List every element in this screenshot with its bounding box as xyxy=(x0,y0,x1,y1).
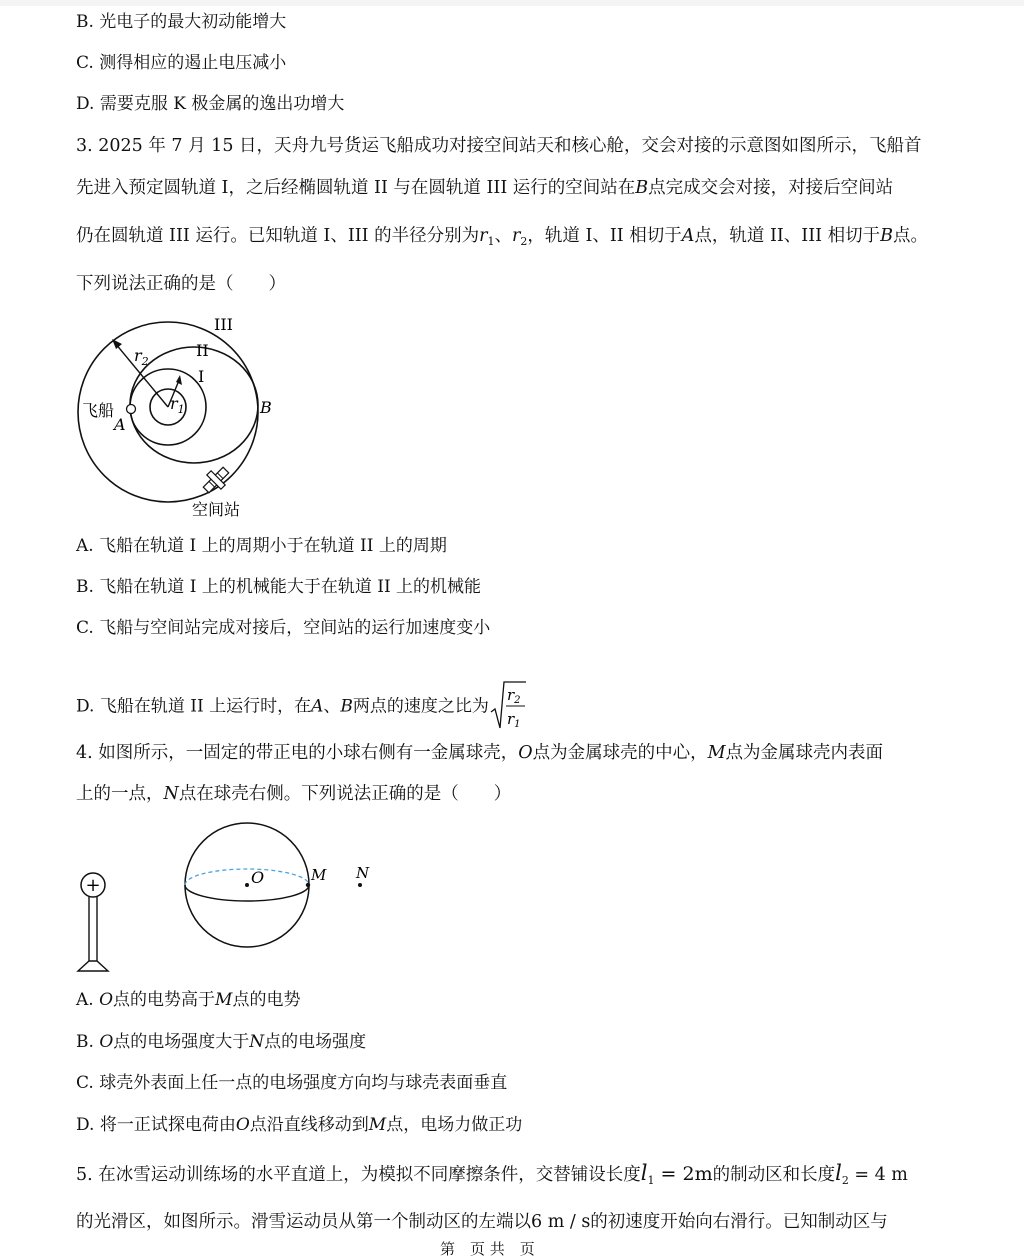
q3-orbit-diagram xyxy=(70,305,290,525)
label-m: M xyxy=(311,866,327,884)
q2-option-b: B. 光电子的最大初动能增大 xyxy=(76,12,287,32)
label-orbit-ii: II xyxy=(196,341,209,360)
q3-line-2: 先进入预定圆轨道 I，之后经椭圆轨道 II 与在圆轨道 III 运行的空间站在B点完成交会对接，对接后空间站 xyxy=(76,178,894,198)
q5-line-1: 5. 在冰雪运动训练场的水平直道上，为模拟不同摩擦条件，交替铺设长度$l_1 = 2m$的制动区和长度$l_2 = 4$ m xyxy=(76,1161,908,1187)
r1-arrowhead xyxy=(176,375,182,385)
q4-sphere-diagram xyxy=(70,815,390,980)
q4-option-c: C. 球壳外表面上任一点的电场强度方向均与球壳表面垂直 xyxy=(76,1073,508,1093)
q4-option-d: D. 将一正试探电荷由O点沿直线移动到M点，电场力做正功 xyxy=(76,1115,523,1135)
spacecraft-dot xyxy=(127,405,136,414)
q2-option-c: C. 测得相应的遏止电压减小 xyxy=(76,53,287,73)
point-o xyxy=(245,883,249,887)
q3-line-1: 3. 2025 年 7 月 15 日，天舟九号货运飞船成功对接空间站天和核心舱，交会对接的示意图如图所示，飞船首 xyxy=(76,136,922,156)
q3-line-4: 下列说法正确的是（ ） xyxy=(76,274,286,294)
label-orbit-i: I xyxy=(198,367,205,386)
label-n: N xyxy=(356,864,370,882)
q2-option-d: D. 需要克服 K 极金属的逸出功增大 xyxy=(76,94,345,114)
q4-option-b: B. O点的电场强度大于N点的电场强度 xyxy=(76,1032,367,1052)
label-point-b: B xyxy=(260,398,272,417)
q4-line-1: 4. 如图所示，一固定的带正电的小球右侧有一金属球壳，O点为金属球壳的中心，M点为金属球壳内表面 xyxy=(76,743,884,763)
svg-text:r2: $r_2$ xyxy=(506,686,521,706)
q3-option-d: D. 飞船在轨道 II 上运行时，在A、B两点的速度之比为 $r_2$ $r_1$ xyxy=(76,680,527,734)
point-m xyxy=(306,883,310,887)
stand-base xyxy=(78,961,108,971)
sqrt-ratio-formula xyxy=(489,678,527,732)
q4-line-2: 上的一点，N点在球壳右侧。下列说法正确的是（ ） xyxy=(76,784,512,804)
shell-equator-back xyxy=(185,869,309,885)
point-n xyxy=(358,883,362,887)
q3-line-3: 仍在圆轨道 III 运行。已知轨道 I、III 的半径分别为$r_1$、$r_2$，轨道 I、II 相切于A点，轨道 II、III 相切于B点。 xyxy=(76,226,928,248)
svg-text:r1: $r_1$ xyxy=(506,710,521,730)
r2-arrowhead xyxy=(112,339,122,349)
label-o: O xyxy=(251,868,265,887)
label-r1: $r_1$ xyxy=(170,394,185,416)
q3-option-c: C. 飞船与空间站完成对接后，空间站的运行加速度变小 xyxy=(76,618,491,638)
q3-option-a: A. 飞船在轨道 I 上的周期小于在轨道 II 上的周期 xyxy=(76,536,447,556)
label-point-a: A xyxy=(114,415,126,434)
shell-equator-front xyxy=(185,885,309,901)
q4-option-a: A. O点的电势高于M点的电势 xyxy=(76,990,301,1010)
orbit-ii xyxy=(130,347,258,463)
label-orbit-iii: III xyxy=(214,315,233,334)
q3-option-b: B. 飞船在轨道 I 上的机械能大于在轨道 II 上的机械能 xyxy=(76,577,482,597)
label-spacecraft: 飞船 xyxy=(82,401,115,420)
label-space-station: 空间站 xyxy=(192,500,241,519)
label-r2: $r_2$ xyxy=(134,346,149,368)
page-top-strip xyxy=(0,0,1024,6)
page-footer: 第 页 共 页 xyxy=(440,1240,535,1258)
q5-line-2: 的光滑区，如图所示。滑雪运动员从第一个制动区的左端以6 m / s的初速度开始向右滑行。已知制动区与 xyxy=(76,1212,888,1232)
plus-sign: + xyxy=(85,875,101,896)
